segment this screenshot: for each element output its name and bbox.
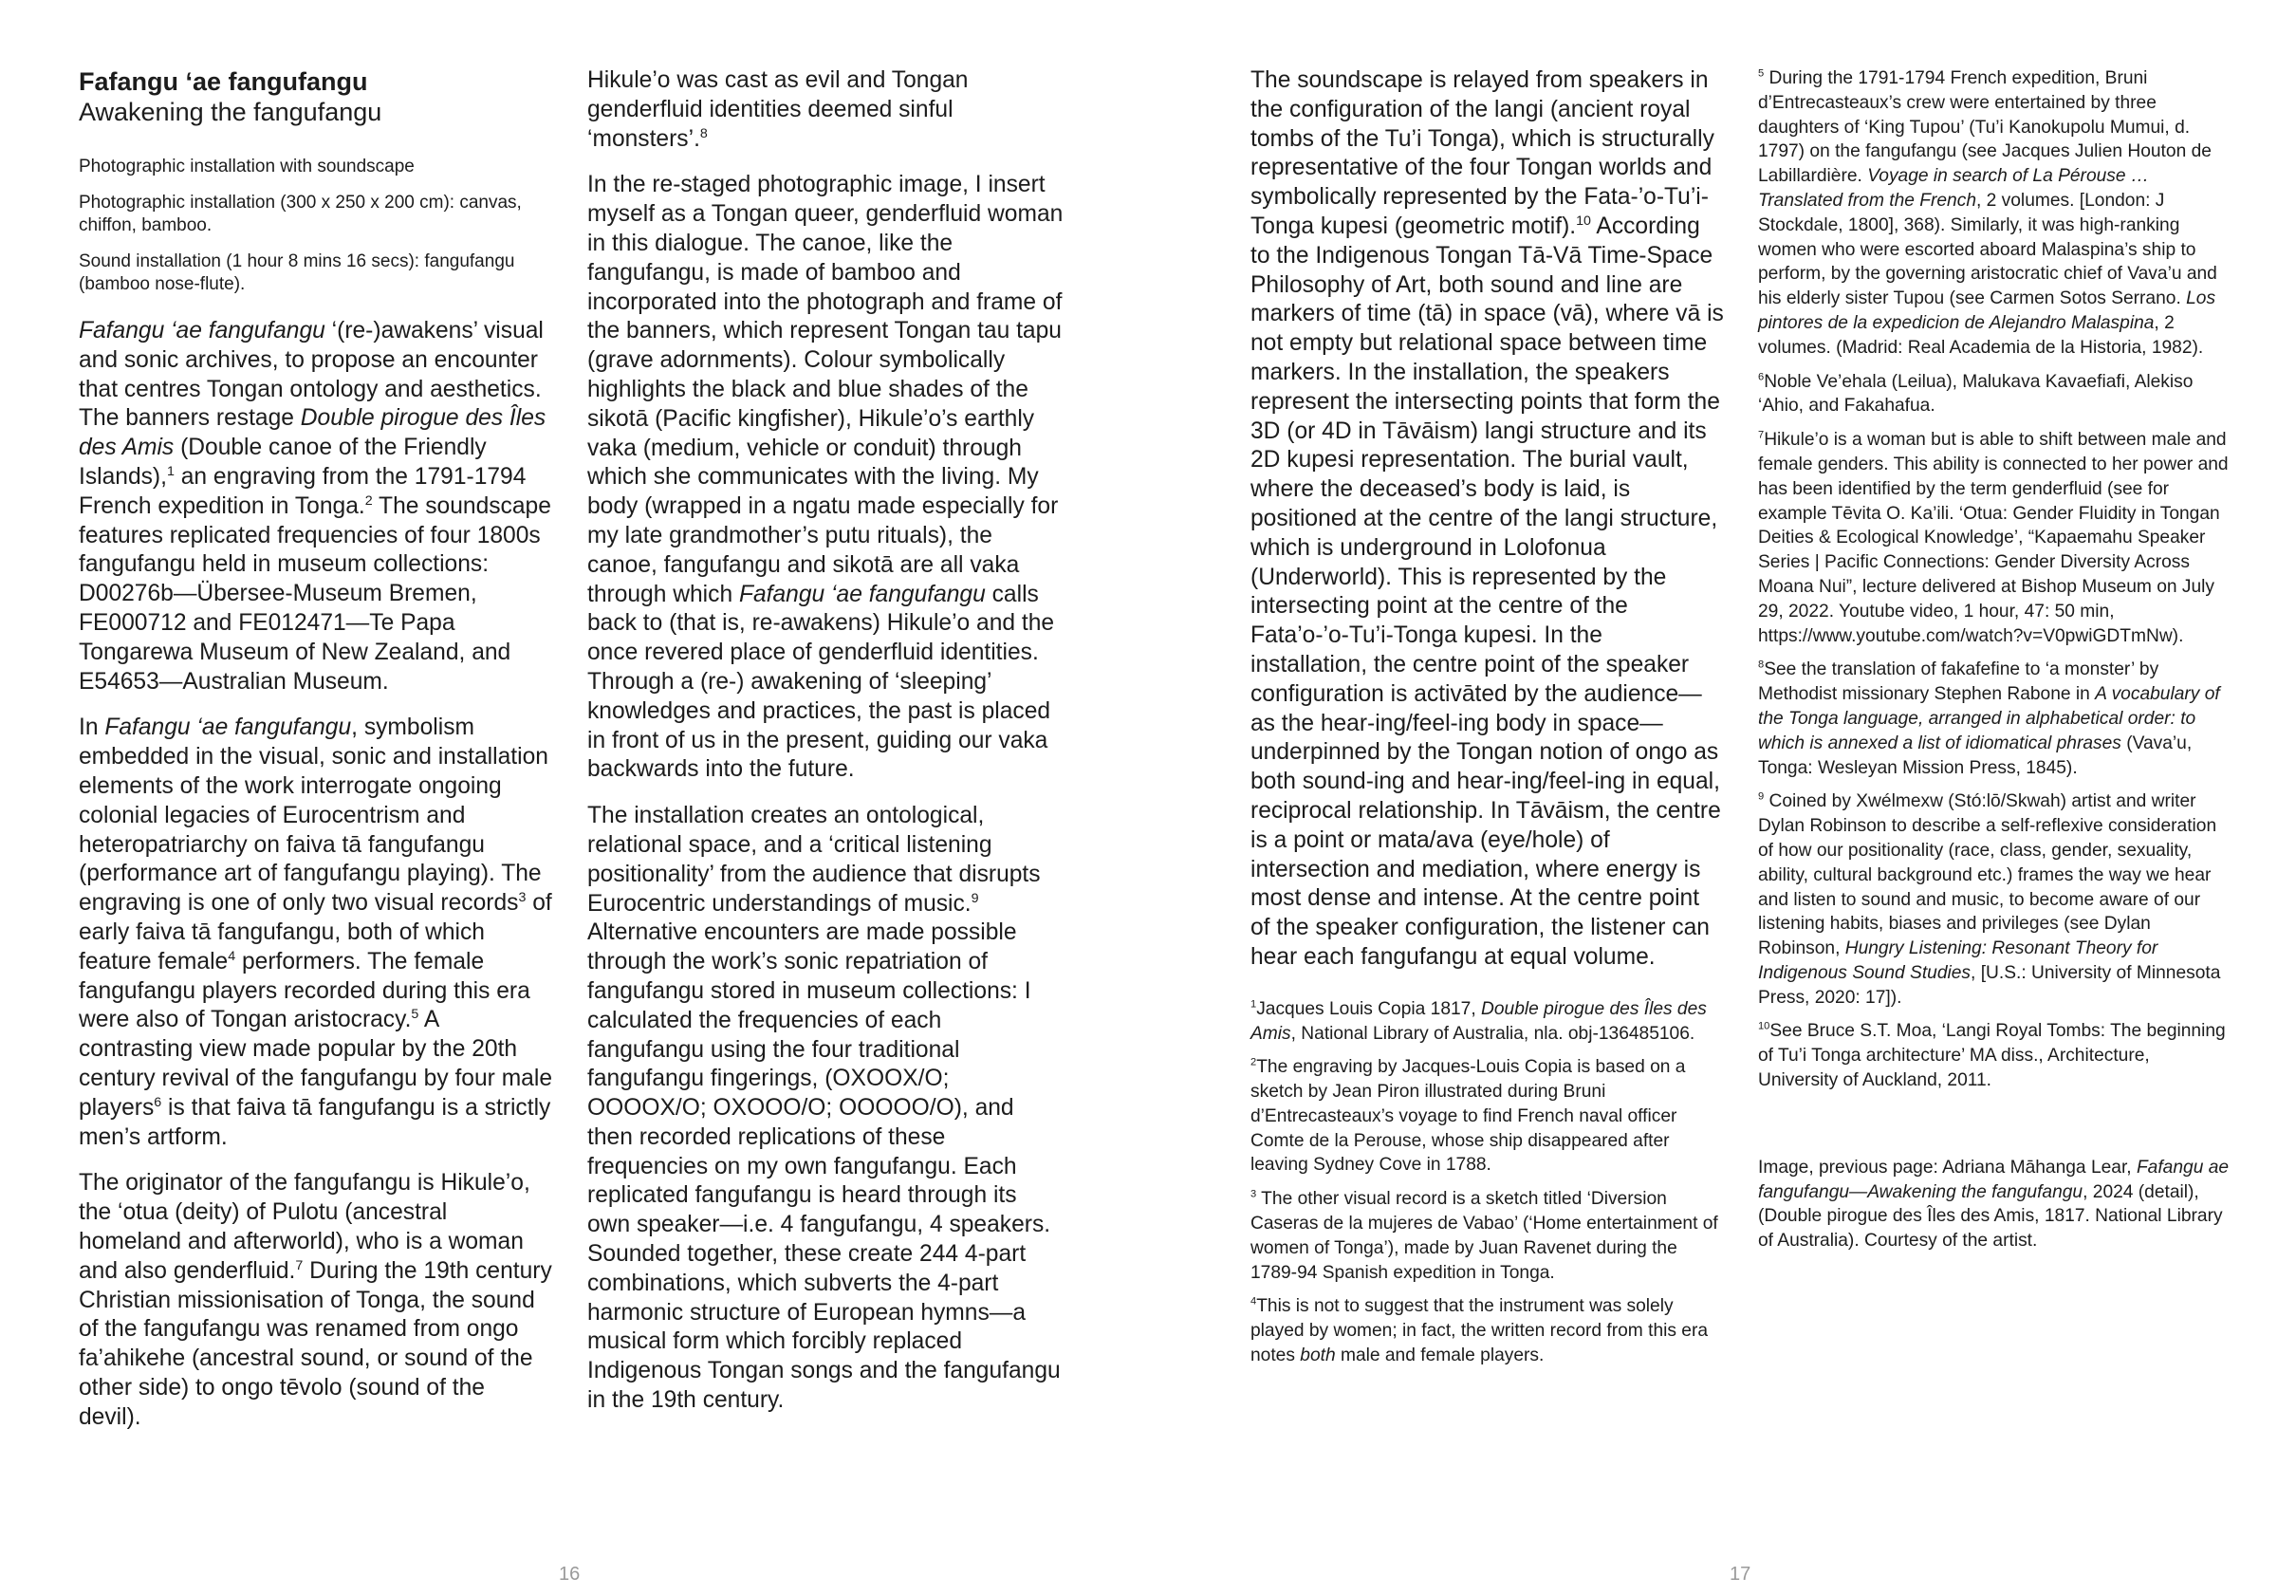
left-page-column-1 <box>79 66 553 1449</box>
page-number-left: 16 <box>559 1564 581 1585</box>
body-paragraph: The installation creates an ontological, relational space, and a ‘critical listening positionality’ from the audience that disrupts Eurocentric understandings of music.$^9$ Alternative encounters are made possible through the work’s sonic repatriation of fangufangu stored in museum collections: I calculated the frequencies of each fangufangu using the four traditional fangufangu fingerings, (OXOOX/O; OOOOX/O; OXOOO/O; OOOOO/O), and then recorded replications of these frequencies on my own fangufangu. Each replicated fangufangu is heard through its own speaker—i.e. 4 fangufangu, 4 speakers. Sounded together, these create 244 4-part combinations, which subverts the 4-part harmonic structure of European hymns—a musical form which forcibly replaced Indigenous Tongan songs and the fangufangu in the 19th century. <box>587 803 1061 1414</box>
meta-line: Photographic installation with soundscape <box>79 157 415 176</box>
footnote: $^4$This is not to suggest that the instrument was solely played by women; in fact, the written record from this era notes both male and female players. <box>1250 1296 1709 1366</box>
footnote-ref: 2 <box>364 492 373 509</box>
right-page-column-1 <box>1250 66 1725 1378</box>
footnote: $^5$ During the 1791-1794 French expedition, Bruni d’Entrecasteaux’s crew were entertained by three daughters of ‘King Tupou’ (Tu’i Kanokupolu Mumui, d. 1797) on the fangufangu (see Jacques Julien Houton de Labillardière. Voyage in search of La Pérouse … Translated from the French, 2 volumes. [London: J Stockdale, 1800], 368). Similarly, it was high-ranking women who were escorted aboard Malaspina’s ship to perform, by the governing aristocratic chief of Vava’u and his elderly sister Tupou (see Carmen Sotos Serrano. Los pintores de la expedicion de Alejandro Malaspina, 2 volumes. (Madrid: Real Academia de la Historia, 1982). <box>1758 67 2217 358</box>
image-credit: Image, previous page: Adriana Māhanga Lear, Fafangu ae fangufangu—Awakening the fangufangu, 2024 (detail), (Double pirogue des Îles des Amis, 1817. National Library of Australia). Courtesy of the artist. <box>1758 1157 2230 1252</box>
right-page-column-2 <box>1758 66 2232 1263</box>
article-title: Fafangu ‘ae fangufangu <box>79 67 368 96</box>
footnote: $^3$ The other visual record is a sketch titled ‘Diversion Caseras de la mujeres de Vabao’ (‘Home entertainment of women of Tonga’), made by Juan Ravenet during the 1789-94 Spanish expedition in Tonga. <box>1250 1188 1718 1283</box>
footnote: $^8$See the translation of fakafefine to ‘a monster’ by Methodist missionary Stephen Rabone in A vocabulary of the Tonga language, arranged in alphabetical order: to which is annexed a list of idiomatical phrases (Vava’u, Tonga: Wesleyan Mission Press, 1845). <box>1758 659 2220 778</box>
page-number-right: 17 <box>1730 1564 1751 1585</box>
body-paragraph: The originator of the fangufangu is Hikule’o, the ‘otua (deity) of Pulotu (ancestral homeland and afterworld), who is a woman and also genderfluid.$^7$ During the 19th century Christian missionisation of Tonga, the sound of the fangufangu was renamed from ongo fa’ahikehe (ancestral sound, or sound of the other side) to ongo tēvolo (sound of the devil). <box>79 1170 552 1430</box>
footnote-ref: 7 <box>295 1257 304 1273</box>
left-page-column-2 <box>587 66 1064 1433</box>
body-paragraph: In the re-staged photographic image, I insert myself as a Tongan queer, genderfluid woman in this dialogue. The canoe, like the fangufangu, is made of bamboo and incorporated into the photograph and frame of the banners, which represent Tongan tau tapu (grave adornments). Colour symbolically highlights the black and blue shades of the sikotā (Pacific kingfisher), Hikule’o’s earthly vaka (medium, vehicle or conduit) through which she communicates with the living. My body (wrapped in a ngatu made especially for my late grandmother’s putu rituals), the canoe, fangufangu and sikotā are all vaka through which Fafangu ‘ae fangufangu calls back to (that is, re-awakens) Hikule’o and the once revered place of genderfluid identities. Through a (re-) awakening of ‘sleeping’ knowledges and practices, the past is placed in front of us in the present, guiding our vaka backwards into the future. <box>587 172 1064 783</box>
footnote: $^7$Hikule’o is a woman but is able to shift between male and female genders. This ability is connected to her power and has been identified by the term genderfluid (see for example Tēvita O. Ka’ili. ‘Otua: Gender Fluidity in Tongan Deities & Ecological Knowledge’, “Kapaemahu Speaker Series | Pacific Connections: Gender Diversity Across Moana Nui”, lecture delivered at Bishop Museum on July 29, 2022. Youtube video, 1 hour, 47: 50 min, https://www.youtube.com/watch?v=V0pwiGDTmNw). <box>1758 429 2229 646</box>
footnote-ref: 10 <box>1576 213 1591 229</box>
meta-line: Sound installation (1 hour 8 mins 16 secs): fangufangu (bamboo nose-flute). <box>79 251 515 294</box>
footnote-ref: 1 <box>166 463 175 479</box>
body-paragraph: The soundscape is relayed from speakers in the configuration of the langi (ancient royal tombs of the Tu’i Tonga), which is structurally representative of the four Tongan worlds and symbolically represented by the Fata-’o-Tu’i-Tonga kupesi (geometric motif).$^{10}$ According to the Indigenous Tongan Tā-Vā Time-Space Philosophy of Art, both sound and line are markers of time (tā) in space (vā), where vā is not empty but relational space between time markers. In the installation, the speakers represent the intersecting points that form the 3D (or 4D in Tāvāism) langi structure and its 2D kupesi representation. The burial vault, where the deceased’s body is laid, is positioned at the centre of the langi structure, which is underground in Lolofonua (Underworld). This is represented by the intersecting point at the centre of the Fata’o-’o-Tu’i-Tonga kupesi. In the installation, the centre point of the speaker configuration is activāted by the audience—as the hear-ing/feel-ing body in space—underpinned by the Tongan notion of ongo as both sound-ing and hear-ing/feel-ing in equal, reciprocal relationship. In Tāvāism, the centre is a point or mata/ava (eye/hole) of intersection and mediation, where energy is most dense and intense. At the centre point of the speaker configuration, the listener can hear each fangufangu at equal volume. <box>1250 67 1724 970</box>
footnote-ref: 8 <box>699 125 708 141</box>
footnote: $^{10}$See Bruce S.T. Moa, ‘Langi Royal Tombs: The beginning of Tu’i Tonga architecture’ MA diss., Architecture, University of Auckland, 2011. <box>1758 1021 2226 1091</box>
body-paragraph: Hikule’o was cast as evil and Tongan genderfluid identities deemed sinful ‘monsters’.$^8$ <box>587 67 969 152</box>
footnote-ref: 9 <box>971 890 979 906</box>
body-paragraph: Fafangu ‘ae fangufangu ‘(re-)awakens’ visual and sonic archives, to propose an encounter that centres Tongan ontology and aesthetics. The banners restage Double pirogue des Îles des Amis (Double canoe of the Friendly Islands),$^1$ an engraving from the 1791-1794 French expedition in Tonga.$^2$ The soundscape features replicated frequencies of four 1800s fangufangu held in museum collections: D00276b—Übersee-Museum Bremen, FE000712 and FE012471—Te Papa Tongarewa Museum of New Zealand, and E54653—Australian Museum. <box>79 318 551 695</box>
footnote-ref: 5 <box>411 1007 419 1023</box>
footnote: $^1$Jacques Louis Copia 1817, Double pirogue des Îles des Amis, National Library of Australia, nla. obj-136485106. <box>1250 998 1707 1044</box>
footnote: $^2$The engraving by Jacques-Louis Copia is based on a sketch by Jean Piron illustrated during Bruni d’Entrecasteaux’s voyage to find French naval officer Comte de la Perouse, whose ship disappeared after leaving Sydney Cove in 1788. <box>1250 1056 1686 1176</box>
body-paragraph: In Fafangu ‘ae fangufangu, symbolism embedded in the visual, sonic and installation elements of the work interrogate ongoing colonial legacies of Eurocentrism and heteropatriarchy on faiva tā fangufangu (performance art of fangufangu playing). The engraving is one of only two visual records$^3$ of early faiva tā fangufangu, both of which feature female$^4$ performers. The female fangufangu players recorded during this era were also of Tongan aristocracy.$^5$ A contrasting view made popular by the 20th century revival of the fangufangu by four male players$^6$ is that faiva tā fangufangu is a strictly men’s artform. <box>79 714 552 1150</box>
footnotes-part-1 <box>1250 997 1725 1368</box>
footnote: $^9$ Coined by Xwélmexw (Stó:lō/Skwah) artist and writer Dylan Robinson to describe a self-reflexive consideration of how our positionality (race, class, gender, sexuality, ability, cultural background etc.) frames the way we hear and listen to sound and music, to become aware of our listening habits, biases and privileges (see Dylan Robinson, Hungry Listening: Resonant Theory for Indigenous Sound Studies, [U.S.: University of Minnesota Press, 2020: 17]). <box>1758 790 2221 1008</box>
footnote-ref: 6 <box>154 1094 162 1110</box>
footnote-ref: 3 <box>518 889 527 905</box>
footnote: $^6$Noble Ve’ehala (Leilua), Malukava Kavaefiafi, Alekiso ‘Ahio, and Fakahafua. <box>1758 371 2194 417</box>
meta-line: Photographic installation (300 x 250 x 200 cm): canvas, chiffon, bamboo. <box>79 193 522 235</box>
footnote-ref: 4 <box>228 948 236 964</box>
article-subtitle: Awakening the fangufangu <box>79 98 382 126</box>
